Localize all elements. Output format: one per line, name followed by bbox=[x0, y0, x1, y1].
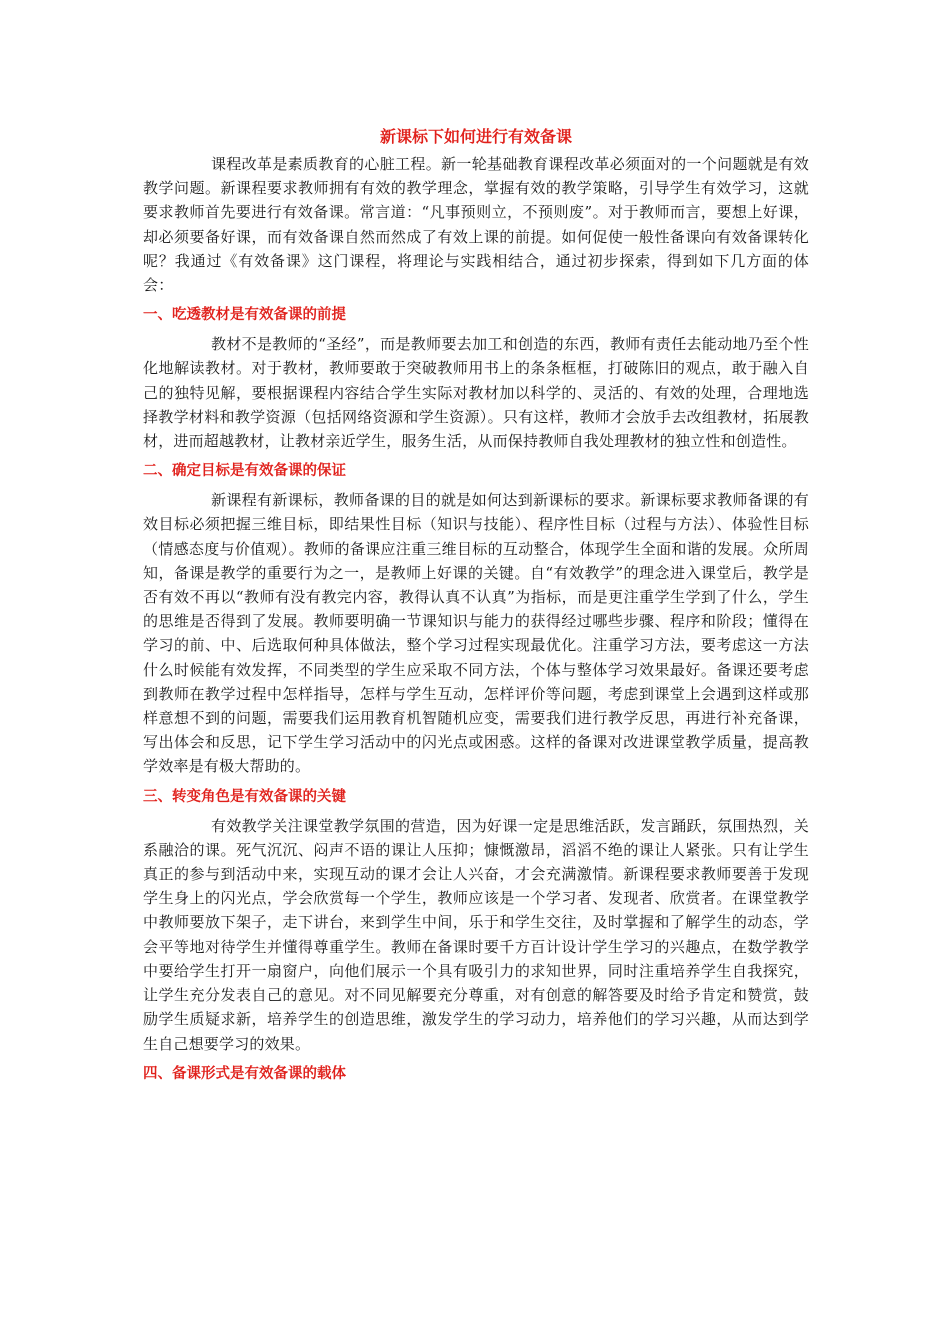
document-page bbox=[143, 124, 809, 1091]
section-2-body: 新课程有新课标，教师备课的目的就是如何达到新课标的要求。新课标要求教师备课的有效目标必须把握三维目标，即结果性目标（知识与技能）、程序性目标（过程与方法）、体验性目标（情感态度与价值观）。教师的备课应注重三维目标的互动整合，体现学生全面和谐的发展。众所周知，备课是教学的重要行为之一，是教师上好课的关键。自“有效教学”的理念进入课堂后，教学是否有效不再以“教师有没有教完内容，教得认真不认真”为指标，而是更注重学生学到了什么，学生的思维是否得到了发展。教师要明确一节课知识与能力的获得经过哪些步骤、程序和阶段；懂得在学习的前、中、后选取何种具体做法，整个学习过程实现最优化。注重学习方法，要考虑这一方法什么时候能有效发挥，不同类型的学生应采取不同方法，个体与整体学习效果最好。备课还要考虑到教师在教学过程中怎样指导，怎样与学生互动，怎样评价等问题，考虑到课堂上会遇到这样或那样意想不到的问题，需要我们运用教育机智随机应变，需要我们进行教学反思，再进行补充备课，写出体会和反思，记下学生学习活动中的闪光点或困惑。这样的备课对改进课堂教学质量，提高教学效率是有极大帮助的。 bbox=[143, 491, 809, 776]
section-4-heading: 四、备课形式是有效备课的载体 bbox=[143, 1065, 346, 1082]
section-1-body: 教材不是教师的“圣经”，而是教师要去加工和创造的东西，教师有责任去能动地乃至个性化地解读教材。对于教材，教师要敢于突破教师用书上的条条框框，打破陈旧的观点，敢于融入自己的独特见解，要根据课程内容结合学生实际对教材加以科学的、灵活的、有效的处理，合理地选择教学材料和教学资源（包括网络资源和学生资源）。只有这样，教师才会放手去改组教材，拓展教材，进而超越教材，让教材亲近学生，服务生活，从而保持教师自我处理教材的独立性和创造性。 bbox=[143, 335, 809, 451]
section-3-heading: 三、转变角色是有效备课的关键 bbox=[143, 788, 346, 805]
section-3-body: 有效教学关注课堂教学氛围的营造，因为好课一定是思维活跃，发言踊跃，氛围热烈，关系融洽的课。死气沉沉、闷声不语的课让人压抑；慷慨激昂，滔滔不绝的课让人紧张。只有让学生真正的参与到活动中来，实现互动的课才会让人兴奋，才会充满激情。新课程要求教师要善于发现学生身上的闪光点，学会欣赏每一个学生，教师应该是一个学习者、发现者、欣赏者。在课堂教学中教师要放下架子，走下讲台，来到学生中间，乐于和学生交往，及时掌握和了解学生的动态，学会平等地对待学生并懂得尊重学生。教师在备课时要千方百计设计学生学习的兴趣点，在数学教学中要给学生打开一扇窗户，向他们展示一个具有吸引力的求知世界，同时注重培养学生自我探究，让学生充分发表自己的意见。对不同见解要充分尊重，对有创意的解答要及时给予肯定和赞赏，鼓励学生质疑求新，培养学生的创造思维，激发学生的学习动力，培养他们的学习兴趣，从而达到学生自己想要学习的效果。 bbox=[143, 816, 809, 1053]
document-title: 新课标下如何进行有效备课 bbox=[379, 127, 572, 146]
section-2-heading: 二、确定目标是有效备课的保证 bbox=[143, 463, 346, 480]
intro-paragraph: 课程改革是素质教育的心脏工程。新一轮基础教育课程改革必须面对的一个问题就是有效教学问题。新课程要求教师拥有有效的教学理念，掌握有效的教学策略，引导学生有效学习，这就要求教师首先要进行有效备课。常言道：“凡事预则立，不预则废”。对于教师而言，要想上好课，却必须要备好课，而有效备课自然而然成了有效上课的前提。如何促使一般性备课向有效备课转化呢？我通过《有效备课》这门课程，将理论与实践相结合，通过初步探索，得到如下几方面的体会： bbox=[143, 155, 809, 295]
section-1-heading: 一、吃透教材是有效备课的前提 bbox=[143, 307, 346, 324]
